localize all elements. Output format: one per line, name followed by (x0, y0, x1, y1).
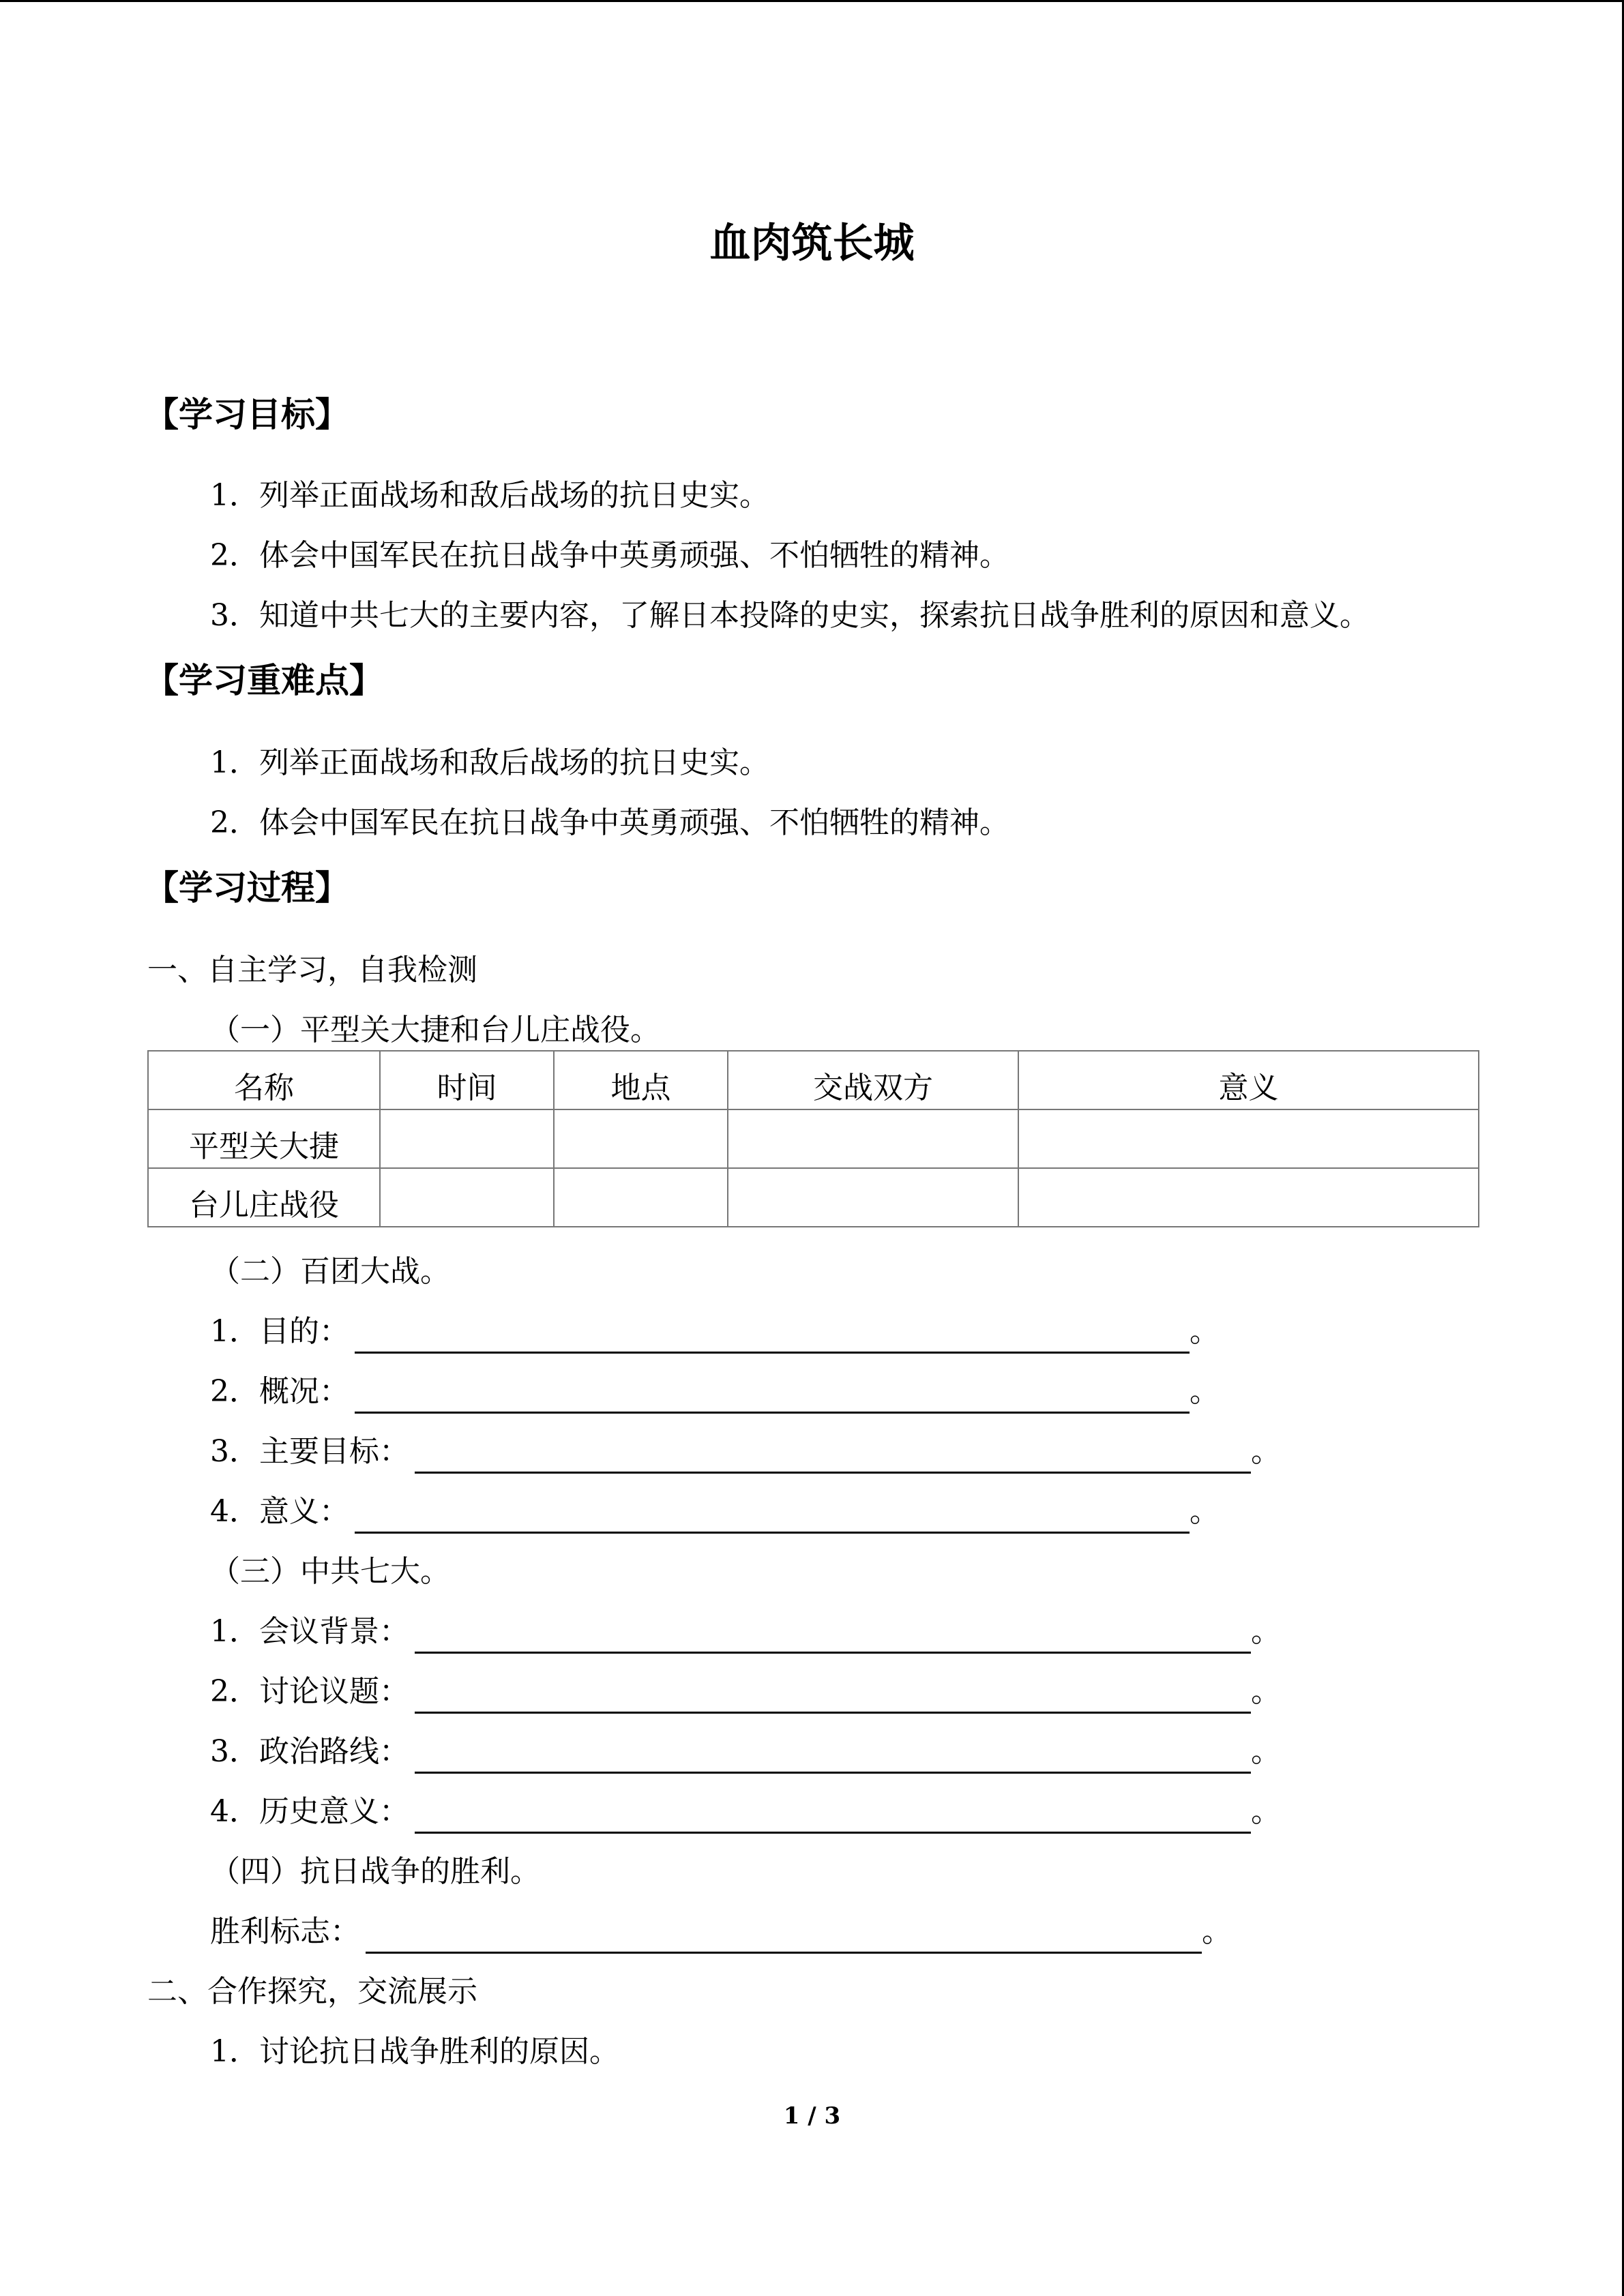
table-cell[interactable] (380, 1168, 554, 1227)
end-mark: 。 (1251, 1674, 1281, 1709)
end-mark: 。 (1190, 1314, 1220, 1349)
table-header-cell: 时间 (380, 1051, 554, 1109)
table-cell[interactable] (380, 1109, 554, 1168)
fill-label: 3．主要目标： (210, 1434, 409, 1469)
table-cell[interactable] (1018, 1168, 1479, 1227)
end-mark: 。 (1251, 1614, 1281, 1649)
key-points-heading: 【学习重难点】 (145, 661, 383, 700)
sub1-label: （一）平型关大捷和台儿庄战役。 (210, 1013, 660, 1047)
sub3-item-4 (210, 1790, 1281, 1834)
answer-blank[interactable] (355, 1496, 1190, 1534)
table-header-cell: 地点 (554, 1051, 728, 1109)
sub4-label: （四）抗日战争的胜利。 (210, 1854, 540, 1889)
table-cell[interactable] (554, 1168, 728, 1227)
fill-label: 4．意义： (210, 1494, 349, 1529)
table-header-cell: 交战双方 (728, 1051, 1018, 1109)
table-cell-name: 平型关大捷 (148, 1109, 380, 1168)
fill-label: 4．历史意义： (210, 1794, 409, 1829)
fill-label: 2．讨论议题： (210, 1674, 409, 1709)
document-title: 血肉筑长城 (709, 220, 915, 267)
table-cell-name: 台儿庄战役 (148, 1168, 380, 1227)
table-header-row (148, 1051, 1479, 1109)
table-cell[interactable] (728, 1109, 1018, 1168)
fill-label: 1．目的： (210, 1314, 349, 1349)
answer-blank[interactable] (355, 1316, 1190, 1354)
sub3-item-1 (210, 1610, 1281, 1654)
table-cell[interactable] (728, 1168, 1018, 1227)
sub3-label: （三）中共七大。 (210, 1554, 450, 1589)
objective-item-1: 1．列举正面战场和敌后战场的抗日史实。 (210, 478, 769, 513)
fill-label: 1．会议背景： (210, 1614, 409, 1649)
answer-blank[interactable] (415, 1616, 1251, 1654)
table-cell[interactable] (554, 1109, 728, 1168)
end-mark: 。 (1251, 1794, 1281, 1829)
battle-table (147, 1050, 1479, 1227)
sub2-item-2 (210, 1370, 1220, 1414)
objective-item-2: 2．体会中国军民在抗日战争中英勇顽强、不怕牺牲的精神。 (210, 538, 1009, 573)
part2-heading: 二、合作探究，交流展示 (147, 1974, 477, 2009)
sub2-item-3 (210, 1430, 1281, 1474)
part2-item-1: 1．讨论抗日战争胜利的原因。 (210, 2034, 619, 2069)
table-header-cell: 意义 (1018, 1051, 1479, 1109)
answer-blank[interactable] (415, 1736, 1251, 1774)
objective-item-3: 3．知道中共七大的主要内容，了解日本投降的史实，探索抗日战争胜利的原因和意义。 (210, 598, 1370, 633)
sub2-item-1 (210, 1310, 1220, 1354)
answer-blank[interactable] (415, 1676, 1251, 1714)
end-mark: 。 (1251, 1434, 1281, 1469)
page-number: 1 / 3 (783, 2102, 841, 2130)
key-point-item-1: 1．列举正面战场和敌后战场的抗日史实。 (210, 745, 769, 780)
answer-blank[interactable] (366, 1916, 1202, 1954)
end-mark: 。 (1190, 1494, 1220, 1529)
fill-label: 3．政治路线： (210, 1734, 409, 1769)
end-mark: 。 (1202, 1914, 1232, 1949)
objectives-heading: 【学习目标】 (145, 395, 349, 434)
table-row (148, 1109, 1479, 1168)
table-row (148, 1168, 1479, 1227)
fill-label: 2．概况： (210, 1374, 349, 1409)
end-mark: 。 (1190, 1374, 1220, 1409)
answer-blank[interactable] (355, 1376, 1190, 1414)
sub3-item-2 (210, 1670, 1281, 1714)
sub2-label: （二）百团大战。 (210, 1254, 450, 1289)
answer-blank[interactable] (415, 1436, 1251, 1474)
answer-blank[interactable] (415, 1796, 1251, 1834)
table-header-cell: 名称 (148, 1051, 380, 1109)
sub2-item-4 (210, 1490, 1220, 1534)
sub3-item-3 (210, 1730, 1281, 1774)
sub4-item (210, 1910, 1232, 1954)
end-mark: 。 (1251, 1734, 1281, 1769)
process-heading: 【学习过程】 (145, 868, 349, 908)
part1-heading: 一、自主学习，自我检测 (147, 953, 477, 987)
table-cell[interactable] (1018, 1109, 1479, 1168)
fill-label: 胜利标志： (210, 1914, 360, 1949)
key-point-item-2: 2．体会中国军民在抗日战争中英勇顽强、不怕牺牲的精神。 (210, 805, 1009, 840)
